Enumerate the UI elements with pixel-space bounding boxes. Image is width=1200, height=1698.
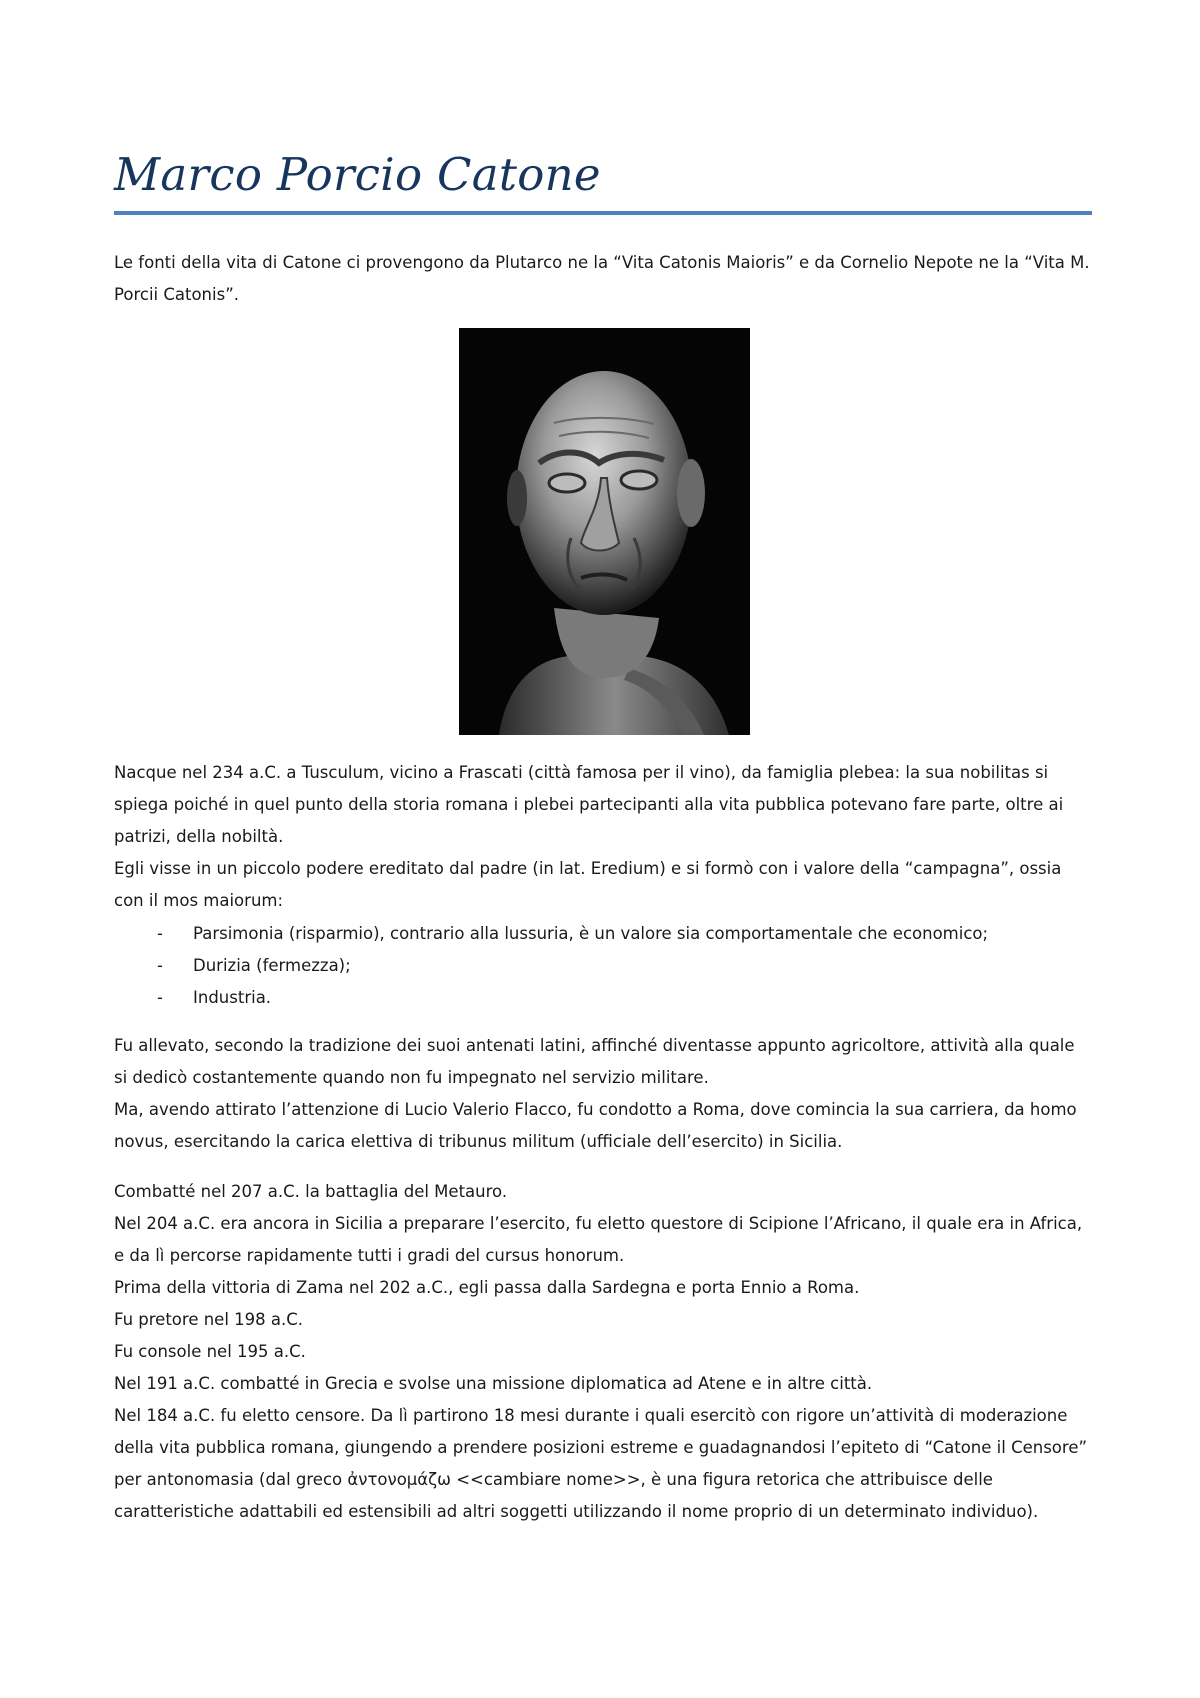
list-item <box>114 918 1092 950</box>
paragraph-group-3 <box>114 1176 1092 1528</box>
title-underline-divider <box>114 211 1092 215</box>
bust-portrait-image <box>459 328 750 735</box>
paragraph: Ma, avendo attirato l’attenzione di Lucio Valerio Flacco, fu condotto a Roma, dove comincia la sua carriera, da homo novus, esercitando la carica elettiva di tribunus militum (ufficiale dell’esercito) in Sicilia. <box>114 1100 1077 1151</box>
list-item-text: Durizia (fermezza); <box>193 956 351 975</box>
paragraph: Nel 191 a.C. combatté in Grecia e svolse una missione diplomatica ad Atene e in altre città. <box>114 1374 873 1393</box>
virtues-bullet-list <box>114 918 1092 1014</box>
list-item-text: Industria. <box>193 988 272 1007</box>
page-title: Marco Porcio Catone <box>114 148 601 201</box>
list-item-text: Parsimonia (risparmio), contrario alla lussuria, è un valore sia comportamentale che economico; <box>193 924 989 943</box>
paragraph: Egli visse in un piccolo podere ereditato dal padre (in lat. Eredium) e si formò con i valore della “campagna”, ossia con il mos maiorum: <box>114 859 1062 910</box>
paragraph: Nel 184 a.C. fu eletto censore. Da lì partirono 18 mesi durante i quali esercitò con rigore un’attività di moderazione della vita pubblica romana, giungendo a prendere posizioni estreme e guadagnandosi l’epiteto di “Catone il Censore” per antonomasia (dal greco ἀντονομάζω <<cambiare nome>>, è una figura retorica che attribuisce delle caratteristiche adattabili ed estensibili ad altri soggetti utilizzando il nome proprio di un determinato individuo). <box>114 1406 1088 1521</box>
paragraph: Fu console nel 195 a.C. <box>114 1342 306 1361</box>
bullet-dash: - <box>157 956 163 975</box>
paragraph: Combatté nel 207 a.C. la battaglia del Metauro. <box>114 1182 508 1201</box>
paragraph: Fu pretore nel 198 a.C. <box>114 1310 304 1329</box>
list-item <box>114 982 1092 1014</box>
list-item <box>114 950 1092 982</box>
paragraph: Nacque nel 234 a.C. a Tusculum, vicino a Frascati (città famosa per il vino), da famiglia plebea: la sua nobilitas si spiega poiché in quel punto della storia romana i plebei partecipanti alla vita pubblica potevano fare parte, oltre ai patrizi, della nobiltà. <box>114 763 1064 846</box>
bullet-dash: - <box>157 924 163 943</box>
paragraph: Prima della vittoria di Zama nel 202 a.C., egli passa dalla Sardegna e porta Ennio a Roma. <box>114 1278 860 1297</box>
bullet-dash: - <box>157 988 163 1007</box>
paragraph: Fu allevato, secondo la tradizione dei suoi antenati latini, affinché diventasse appunto agricoltore, attività alla quale si dedicò costantemente quando non fu impegnato nel servizio militare. <box>114 1036 1075 1087</box>
intro-paragraph: Le fonti della vita di Catone ci provengono da Plutarco ne la “Vita Catonis Maioris” e da Cornelio Nepote ne la “Vita M. Porcii Catonis”. <box>114 253 1090 304</box>
paragraph: Nel 204 a.C. era ancora in Sicilia a preparare l’esercito, fu eletto questore di Scipione l’Africano, il quale era in Africa, e da lì percorse rapidamente tutti i gradi del cursus honorum. <box>114 1214 1083 1265</box>
paragraph-group-1 <box>114 757 1092 917</box>
paragraph-group-2 <box>114 1030 1092 1158</box>
